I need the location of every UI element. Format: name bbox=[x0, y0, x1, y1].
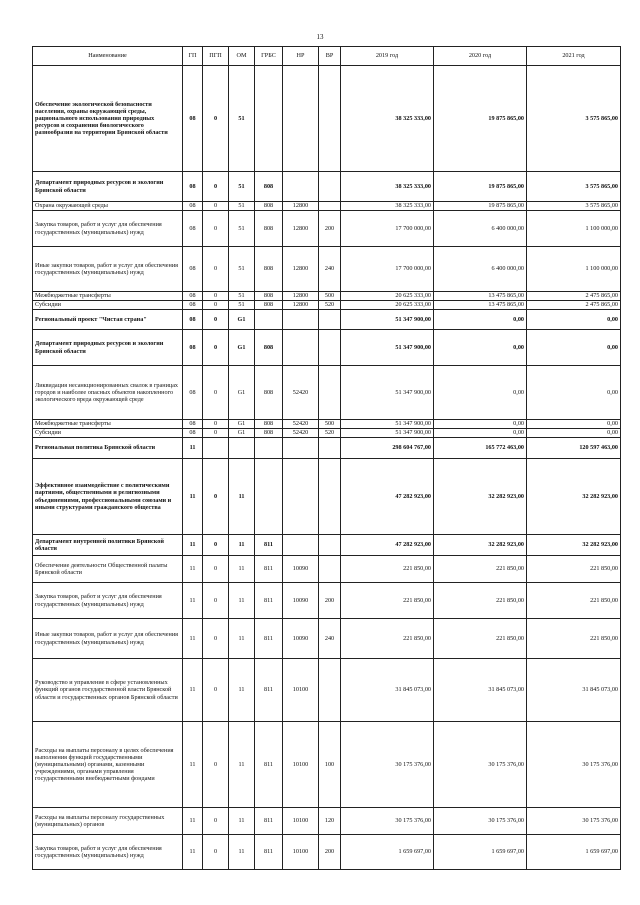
row-om: 51 bbox=[229, 247, 255, 292]
row-nr: 52420 bbox=[283, 366, 319, 420]
row-gp: 08 bbox=[183, 247, 203, 292]
row-grbs: 808 bbox=[255, 366, 283, 420]
header-2019: 2019 год bbox=[341, 47, 434, 66]
row-name: Региональный проект "Чистая страна" bbox=[33, 310, 183, 330]
row-name: Обеспечение экологической безопасности населения, охраны окружающей среды, рационального использования природных ресурсов и сохранения биологического разнообразия на территории Брянской области bbox=[33, 66, 183, 172]
row-gp: 08 bbox=[183, 301, 203, 310]
table-row bbox=[33, 292, 621, 301]
row-2021: 0,00 bbox=[527, 330, 621, 366]
row-nr bbox=[283, 172, 319, 202]
table-row bbox=[33, 556, 621, 583]
row-2019: 47 282 923,00 bbox=[341, 459, 434, 535]
row-vr: 500 bbox=[319, 292, 341, 301]
row-om: 51 bbox=[229, 211, 255, 247]
row-2020: 0,00 bbox=[434, 420, 527, 429]
row-pgp: 0 bbox=[203, 535, 229, 556]
row-om: 11 bbox=[229, 722, 255, 808]
row-vr bbox=[319, 172, 341, 202]
row-2019: 17 700 000,00 bbox=[341, 247, 434, 292]
row-pgp: 0 bbox=[203, 366, 229, 420]
header-2020: 2020 год bbox=[434, 47, 527, 66]
row-om: 11 bbox=[229, 556, 255, 583]
row-name: Эффективное взаимодействие с политическими партиями, общественными и религиозными объединениями, профессиональными союзами и иными структурами гражданского общества bbox=[33, 459, 183, 535]
row-nr: 12800 bbox=[283, 202, 319, 211]
row-2019: 221 850,00 bbox=[341, 583, 434, 619]
row-vr: 120 bbox=[319, 808, 341, 835]
row-grbs: 811 bbox=[255, 535, 283, 556]
row-nr: 12800 bbox=[283, 211, 319, 247]
row-om: G1 bbox=[229, 310, 255, 330]
table-row bbox=[33, 247, 621, 292]
row-2021: 3 575 865,00 bbox=[527, 66, 621, 172]
row-2021: 0,00 bbox=[527, 310, 621, 330]
row-2020: 13 475 865,00 bbox=[434, 301, 527, 310]
row-2019: 30 175 376,00 bbox=[341, 808, 434, 835]
row-gp: 08 bbox=[183, 420, 203, 429]
row-grbs: 811 bbox=[255, 619, 283, 659]
header-vr: ВР bbox=[319, 47, 341, 66]
row-nr: 52420 bbox=[283, 420, 319, 429]
row-2019: 298 604 767,00 bbox=[341, 438, 434, 459]
row-vr bbox=[319, 366, 341, 420]
row-nr bbox=[283, 66, 319, 172]
row-nr: 10090 bbox=[283, 619, 319, 659]
row-grbs: 808 bbox=[255, 301, 283, 310]
row-om: 51 bbox=[229, 202, 255, 211]
row-gp: 08 bbox=[183, 202, 203, 211]
header-om: ОМ bbox=[229, 47, 255, 66]
row-2019: 20 625 333,00 bbox=[341, 292, 434, 301]
table-row bbox=[33, 659, 621, 722]
row-nr: 10100 bbox=[283, 808, 319, 835]
row-2020: 0,00 bbox=[434, 310, 527, 330]
row-2020: 32 282 923,00 bbox=[434, 459, 527, 535]
row-gp: 11 bbox=[183, 556, 203, 583]
row-gp: 11 bbox=[183, 835, 203, 870]
row-name: Охрана окружающей среды bbox=[33, 202, 183, 211]
table-row bbox=[33, 619, 621, 659]
row-2021: 0,00 bbox=[527, 366, 621, 420]
row-grbs: 808 bbox=[255, 330, 283, 366]
row-nr: 10100 bbox=[283, 659, 319, 722]
header-nr: НР bbox=[283, 47, 319, 66]
row-gp: 08 bbox=[183, 310, 203, 330]
row-2020: 19 875 865,00 bbox=[434, 202, 527, 211]
row-2021: 120 597 463,00 bbox=[527, 438, 621, 459]
row-2020: 13 475 865,00 bbox=[434, 292, 527, 301]
row-vr bbox=[319, 459, 341, 535]
row-name: Межбюджетные трансферты bbox=[33, 420, 183, 429]
row-nr bbox=[283, 535, 319, 556]
row-om: G1 bbox=[229, 429, 255, 438]
row-grbs: 811 bbox=[255, 722, 283, 808]
row-2020: 19 875 865,00 bbox=[434, 172, 527, 202]
row-pgp: 0 bbox=[203, 172, 229, 202]
row-vr bbox=[319, 66, 341, 172]
table-row bbox=[33, 420, 621, 429]
row-pgp: 0 bbox=[203, 247, 229, 292]
row-nr: 52420 bbox=[283, 429, 319, 438]
row-grbs: 811 bbox=[255, 835, 283, 870]
row-vr: 100 bbox=[319, 722, 341, 808]
row-vr: 200 bbox=[319, 583, 341, 619]
header-2021: 2021 год bbox=[527, 47, 621, 66]
row-pgp: 0 bbox=[203, 556, 229, 583]
row-gp: 08 bbox=[183, 330, 203, 366]
row-gp: 08 bbox=[183, 429, 203, 438]
row-nr: 12800 bbox=[283, 247, 319, 292]
row-gp: 11 bbox=[183, 722, 203, 808]
row-om: 51 bbox=[229, 292, 255, 301]
row-grbs: 811 bbox=[255, 659, 283, 722]
row-vr: 240 bbox=[319, 247, 341, 292]
row-gp: 11 bbox=[183, 583, 203, 619]
row-2020: 31 845 073,00 bbox=[434, 659, 527, 722]
table-row bbox=[33, 310, 621, 330]
row-gp: 08 bbox=[183, 366, 203, 420]
row-om: 11 bbox=[229, 835, 255, 870]
row-gp: 11 bbox=[183, 659, 203, 722]
row-2020: 6 400 000,00 bbox=[434, 211, 527, 247]
page-number: 13 bbox=[316, 33, 324, 41]
row-pgp: 0 bbox=[203, 301, 229, 310]
row-2020: 0,00 bbox=[434, 330, 527, 366]
table-row bbox=[33, 301, 621, 310]
row-2021: 221 850,00 bbox=[527, 619, 621, 659]
header-grbs: ГРБС bbox=[255, 47, 283, 66]
row-grbs: 808 bbox=[255, 202, 283, 211]
row-2020: 6 400 000,00 bbox=[434, 247, 527, 292]
table-row bbox=[33, 535, 621, 556]
row-pgp: 0 bbox=[203, 292, 229, 301]
row-pgp: 0 bbox=[203, 420, 229, 429]
row-2019: 38 325 333,00 bbox=[341, 66, 434, 172]
row-2020: 221 850,00 bbox=[434, 583, 527, 619]
row-name: Департамент природных ресурсов и экологии Брянской области bbox=[33, 330, 183, 366]
row-vr bbox=[319, 659, 341, 722]
table-row bbox=[33, 202, 621, 211]
row-2019: 51 347 900,00 bbox=[341, 330, 434, 366]
row-2019: 47 282 923,00 bbox=[341, 535, 434, 556]
row-grbs: 811 bbox=[255, 556, 283, 583]
row-name: Расходы на выплаты персоналу государственных (муниципальных) органов bbox=[33, 808, 183, 835]
row-pgp: 0 bbox=[203, 459, 229, 535]
row-2019: 1 659 697,00 bbox=[341, 835, 434, 870]
row-gp: 08 bbox=[183, 66, 203, 172]
row-om: 51 bbox=[229, 301, 255, 310]
row-grbs: 808 bbox=[255, 292, 283, 301]
row-pgp: 0 bbox=[203, 583, 229, 619]
row-2019: 51 347 900,00 bbox=[341, 366, 434, 420]
row-pgp: 0 bbox=[203, 835, 229, 870]
row-name: Иные закупки товаров, работ и услуг для обеспечения государственных (муниципальных) нужд bbox=[33, 247, 183, 292]
row-nr bbox=[283, 330, 319, 366]
row-2020: 0,00 bbox=[434, 429, 527, 438]
row-2020: 165 772 463,00 bbox=[434, 438, 527, 459]
row-gp: 11 bbox=[183, 438, 203, 459]
row-name: Закупка товаров, работ и услуг для обеспечения государственных (муниципальных) нужд bbox=[33, 835, 183, 870]
row-om: 11 bbox=[229, 659, 255, 722]
row-2021: 32 282 923,00 bbox=[527, 535, 621, 556]
table-row bbox=[33, 583, 621, 619]
row-vr: 200 bbox=[319, 211, 341, 247]
row-grbs bbox=[255, 66, 283, 172]
row-2021: 1 100 000,00 bbox=[527, 211, 621, 247]
row-nr: 12800 bbox=[283, 292, 319, 301]
row-2019: 20 625 333,00 bbox=[341, 301, 434, 310]
header-name: Наименование bbox=[33, 47, 183, 66]
row-name: Закупка товаров, работ и услуг для обеспечения государственных (муниципальных) нужд bbox=[33, 583, 183, 619]
row-name: Субсидии bbox=[33, 301, 183, 310]
row-om: G1 bbox=[229, 420, 255, 429]
row-name: Департамент природных ресурсов и экологии Брянской области bbox=[33, 172, 183, 202]
row-2020: 30 175 376,00 bbox=[434, 722, 527, 808]
row-name: Межбюджетные трансферты bbox=[33, 292, 183, 301]
row-vr: 200 bbox=[319, 835, 341, 870]
row-2020: 1 659 697,00 bbox=[434, 835, 527, 870]
row-2020: 32 282 923,00 bbox=[434, 535, 527, 556]
table-row bbox=[33, 366, 621, 420]
row-pgp: 0 bbox=[203, 659, 229, 722]
row-pgp bbox=[203, 438, 229, 459]
row-gp: 11 bbox=[183, 619, 203, 659]
row-grbs: 808 bbox=[255, 172, 283, 202]
row-nr bbox=[283, 310, 319, 330]
row-grbs bbox=[255, 459, 283, 535]
row-om: G1 bbox=[229, 366, 255, 420]
row-om: 11 bbox=[229, 459, 255, 535]
header-gp: ГП bbox=[183, 47, 203, 66]
row-om: G1 bbox=[229, 330, 255, 366]
row-2020: 0,00 bbox=[434, 366, 527, 420]
row-2019: 51 347 900,00 bbox=[341, 420, 434, 429]
row-grbs: 808 bbox=[255, 420, 283, 429]
row-nr bbox=[283, 438, 319, 459]
table-row bbox=[33, 429, 621, 438]
row-2021: 221 850,00 bbox=[527, 583, 621, 619]
row-grbs: 811 bbox=[255, 583, 283, 619]
row-gp: 11 bbox=[183, 808, 203, 835]
row-pgp: 0 bbox=[203, 310, 229, 330]
row-2019: 17 700 000,00 bbox=[341, 211, 434, 247]
row-gp: 08 bbox=[183, 172, 203, 202]
row-2021: 31 845 073,00 bbox=[527, 659, 621, 722]
row-nr: 10100 bbox=[283, 835, 319, 870]
row-2020: 30 175 376,00 bbox=[434, 808, 527, 835]
table-row bbox=[33, 172, 621, 202]
row-2021: 30 175 376,00 bbox=[527, 722, 621, 808]
row-2020: 221 850,00 bbox=[434, 619, 527, 659]
row-nr: 10100 bbox=[283, 722, 319, 808]
row-name: Расходы на выплаты персоналу в целях обеспечения выполнения функций государственными (муниципальными) органами, казенными учреждениями, органами управления государственными внебюджетными фондами bbox=[33, 722, 183, 808]
row-vr: 500 bbox=[319, 420, 341, 429]
row-grbs bbox=[255, 310, 283, 330]
row-nr: 12800 bbox=[283, 301, 319, 310]
row-pgp: 0 bbox=[203, 66, 229, 172]
row-2019: 38 325 333,00 bbox=[341, 172, 434, 202]
row-name: Субсидии bbox=[33, 429, 183, 438]
row-gp: 08 bbox=[183, 211, 203, 247]
row-2019: 38 325 333,00 bbox=[341, 202, 434, 211]
row-vr bbox=[319, 438, 341, 459]
budget-table bbox=[32, 46, 621, 870]
row-nr: 10090 bbox=[283, 556, 319, 583]
row-pgp: 0 bbox=[203, 429, 229, 438]
row-om: 11 bbox=[229, 583, 255, 619]
row-om bbox=[229, 438, 255, 459]
row-vr: 240 bbox=[319, 619, 341, 659]
row-vr bbox=[319, 330, 341, 366]
row-2021: 3 575 865,00 bbox=[527, 172, 621, 202]
row-2019: 51 347 900,00 bbox=[341, 310, 434, 330]
row-pgp: 0 bbox=[203, 211, 229, 247]
row-name: Руководство и управление в сфере установленных функций органов государственной власти Брянской области и государственных органов Брянской области bbox=[33, 659, 183, 722]
row-pgp: 0 bbox=[203, 722, 229, 808]
row-2021: 1 100 000,00 bbox=[527, 247, 621, 292]
row-2021: 0,00 bbox=[527, 420, 621, 429]
row-2020: 19 875 865,00 bbox=[434, 66, 527, 172]
row-name: Закупка товаров, работ и услуг для обеспечения государственных (муниципальных) нужд bbox=[33, 211, 183, 247]
row-2021: 3 575 865,00 bbox=[527, 202, 621, 211]
row-name: Региональная политика Брянской области bbox=[33, 438, 183, 459]
row-name: Ликвидация несанкционированных свалок в границах городов и наиболее опасных объектов накопленного экологического вреда окружающей среде bbox=[33, 366, 183, 420]
row-grbs: 811 bbox=[255, 808, 283, 835]
row-vr: 520 bbox=[319, 429, 341, 438]
table-row bbox=[33, 438, 621, 459]
table-header bbox=[33, 47, 621, 66]
row-vr: 520 bbox=[319, 301, 341, 310]
header-pgp: ПГП bbox=[203, 47, 229, 66]
row-2021: 30 175 376,00 bbox=[527, 808, 621, 835]
row-2019: 31 845 073,00 bbox=[341, 659, 434, 722]
row-om: 11 bbox=[229, 619, 255, 659]
row-2021: 32 282 923,00 bbox=[527, 459, 621, 535]
row-gp: 11 bbox=[183, 459, 203, 535]
row-pgp: 0 bbox=[203, 202, 229, 211]
row-grbs bbox=[255, 438, 283, 459]
row-2020: 221 850,00 bbox=[434, 556, 527, 583]
row-2021: 221 850,00 bbox=[527, 556, 621, 583]
row-pgp: 0 bbox=[203, 330, 229, 366]
row-gp: 11 bbox=[183, 535, 203, 556]
table-row bbox=[33, 808, 621, 835]
row-2019: 221 850,00 bbox=[341, 556, 434, 583]
row-grbs: 808 bbox=[255, 211, 283, 247]
row-2021: 1 659 697,00 bbox=[527, 835, 621, 870]
row-2019: 221 850,00 bbox=[341, 619, 434, 659]
table-row bbox=[33, 66, 621, 172]
row-grbs: 808 bbox=[255, 247, 283, 292]
row-vr bbox=[319, 310, 341, 330]
row-vr bbox=[319, 556, 341, 583]
row-om: 51 bbox=[229, 66, 255, 172]
row-2021: 0,00 bbox=[527, 429, 621, 438]
row-nr bbox=[283, 459, 319, 535]
row-om: 11 bbox=[229, 535, 255, 556]
row-grbs: 808 bbox=[255, 429, 283, 438]
row-om: 51 bbox=[229, 172, 255, 202]
table-row bbox=[33, 835, 621, 870]
row-gp: 08 bbox=[183, 292, 203, 301]
row-om: 11 bbox=[229, 808, 255, 835]
table-row bbox=[33, 722, 621, 808]
table-body bbox=[33, 66, 621, 870]
table-row bbox=[33, 211, 621, 247]
row-pgp: 0 bbox=[203, 619, 229, 659]
row-name: Обеспечение деятельности Общественной палаты Брянской области bbox=[33, 556, 183, 583]
row-name: Иные закупки товаров, работ и услуг для обеспечения государственных (муниципальных) нужд bbox=[33, 619, 183, 659]
row-2019: 51 347 900,00 bbox=[341, 429, 434, 438]
row-2019: 30 175 376,00 bbox=[341, 722, 434, 808]
row-vr bbox=[319, 535, 341, 556]
table-row bbox=[33, 330, 621, 366]
row-2021: 2 475 865,00 bbox=[527, 301, 621, 310]
row-name: Департамент внутренней политики Брянской области bbox=[33, 535, 183, 556]
row-nr: 10090 bbox=[283, 583, 319, 619]
row-vr bbox=[319, 202, 341, 211]
table-row bbox=[33, 459, 621, 535]
row-2021: 2 475 865,00 bbox=[527, 292, 621, 301]
row-pgp: 0 bbox=[203, 808, 229, 835]
